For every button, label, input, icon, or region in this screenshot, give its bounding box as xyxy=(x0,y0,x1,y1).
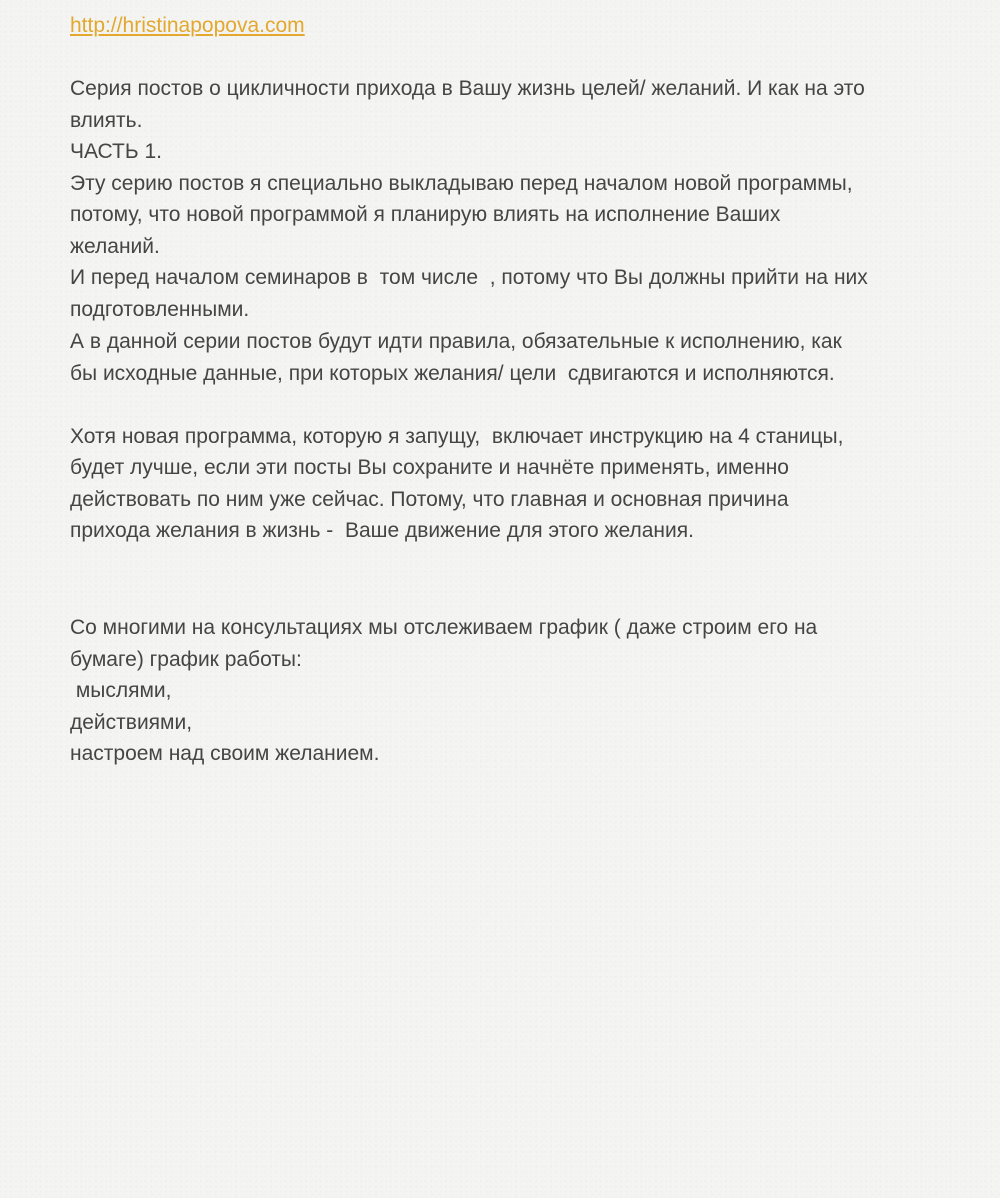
text-line: Серия постов о цикличности прихода в Вашу жизнь целей/ желаний. И как на это xyxy=(70,77,865,100)
text-line: действовать по ним уже сейчас. Потому, что главная и основная причина xyxy=(70,488,789,511)
text-line: настроем над своим желанием. xyxy=(70,742,380,765)
text-line: А в данной серии постов будут идти правила, обязательные к исполнению, как xyxy=(70,330,842,353)
text-line: подготовленными. xyxy=(70,298,250,321)
text-line: Эту серию постов я специально выкладываю перед началом новой программы, xyxy=(70,172,853,195)
text-line: желаний. xyxy=(70,235,160,258)
text-line: Со многими на консультациях мы отслеживаем график ( даже строим его на xyxy=(70,616,818,639)
text-line: бумаге) график работы: xyxy=(70,648,302,671)
text-line: будет лучше, если эти посты Вы сохраните и начнёте применять, именно xyxy=(70,456,789,479)
text-line: потому, что новой программой я планирую влиять на исполнение Ваших xyxy=(70,203,781,226)
website-link[interactable]: http://hristinapopova.com xyxy=(70,14,305,37)
text-line: И перед началом семинаров в том числе , потому что Вы должны прийти на них xyxy=(70,266,868,289)
text-line: бы исходные данные, при которых желания/ цели сдвигаются и исполняются. xyxy=(70,362,835,385)
text-line: влиять. xyxy=(70,109,143,132)
text-line: Хотя новая программа, которую я запущу, включает инструкцию на 4 станицы, xyxy=(70,425,844,448)
text-line: ЧАСТЬ 1. xyxy=(70,140,162,163)
text-line: прихода желания в жизнь - Ваше движение для этого желания. xyxy=(70,519,694,542)
text-line: мыслями, xyxy=(70,679,172,702)
text-line: действиями, xyxy=(70,711,193,734)
